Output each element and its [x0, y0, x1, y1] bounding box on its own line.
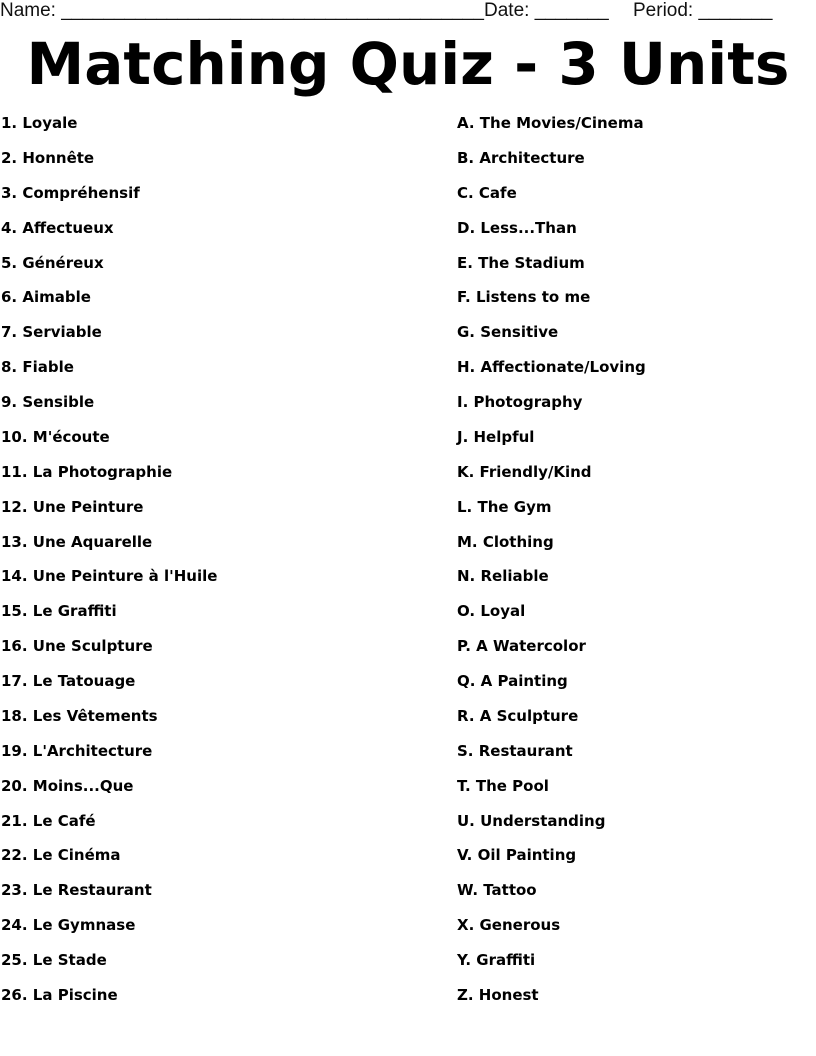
definition-item: S. Restaurant	[457, 741, 573, 760]
definition-item: M. Clothing	[457, 532, 554, 551]
definition-item: U. Understanding	[457, 811, 606, 830]
definition-item: A. The Movies/Cinema	[457, 114, 644, 132]
terms-list	[1, 112, 421, 1019]
definition-item: L. The Gym	[457, 497, 552, 516]
term-item: 10. M'écoute	[1, 427, 110, 446]
term-item: 11. La Photographie	[1, 462, 173, 481]
header-fields	[0, 0, 816, 24]
name-field[interactable]: Name: ________________________________________	[0, 0, 484, 21]
term-item: 18. Les Vêtements	[1, 706, 158, 725]
definition-item: H. Affectionate/Loving	[457, 358, 646, 377]
term-item: 1. Loyale	[1, 114, 78, 132]
term-item: 25. Le Stade	[1, 951, 107, 969]
definition-item: C. Cafe	[457, 183, 517, 202]
term-item: 14. Une Peinture à l'Huile	[1, 567, 218, 586]
definition-item: K. Friendly/Kind	[457, 462, 592, 481]
definition-item: J. Helpful	[457, 427, 535, 446]
definition-item: T. The Pool	[457, 776, 549, 795]
term-item: 6. Aimable	[1, 288, 91, 307]
term-item: 12. Une Peinture	[1, 497, 144, 516]
definition-item: Z. Honest	[457, 985, 539, 1004]
term-item: 2. Honnête	[1, 148, 95, 167]
term-item: 21. Le Café	[1, 811, 96, 830]
definition-item: P. A Watercolor	[457, 637, 586, 656]
definition-item: W. Tattoo	[457, 881, 537, 900]
term-item: 22. Le Cinéma	[1, 846, 121, 865]
term-item: 23. Le Restaurant	[1, 881, 152, 900]
term-item: 20. Moins...Que	[1, 776, 134, 795]
definition-item: V. Oil Painting	[457, 846, 577, 865]
term-item: 26. La Piscine	[1, 985, 118, 1004]
period-field[interactable]: Period: _______	[633, 0, 773, 21]
term-item: 5. Généreux	[1, 253, 104, 272]
term-item: 15. Le Graffiti	[1, 602, 117, 621]
definition-item: Q. A Painting	[457, 672, 568, 690]
definition-item: I. Photography	[457, 393, 583, 411]
term-item: 16. Une Sculpture	[1, 637, 153, 656]
term-item: 7. Serviable	[1, 323, 102, 342]
definition-item: F. Listens to me	[457, 288, 591, 307]
page-title: Matching Quiz - 3 Units	[26, 30, 790, 98]
definition-item: G. Sensitive	[457, 323, 559, 342]
definition-item: O. Loyal	[457, 602, 526, 621]
term-item: 24. Le Gymnase	[1, 916, 136, 935]
term-item: 13. Une Aquarelle	[1, 532, 153, 551]
term-item: 17. Le Tatouage	[1, 672, 136, 690]
definitions-list	[457, 112, 815, 1019]
date-field[interactable]: Date: _______	[484, 0, 609, 21]
term-item: 19. L'Architecture	[1, 741, 153, 760]
definition-item: E. The Stadium	[457, 253, 585, 272]
definition-item: X. Generous	[457, 916, 561, 935]
term-item: 9. Sensible	[1, 393, 95, 411]
definition-item: R. A Sculpture	[457, 706, 579, 725]
definition-item: B. Architecture	[457, 148, 585, 167]
term-item: 3. Compréhensif	[1, 183, 140, 202]
definition-item: D. Less...Than	[457, 218, 577, 237]
definition-item: Y. Graffiti	[457, 951, 536, 969]
definition-item: N. Reliable	[457, 567, 549, 586]
term-item: 4. Affectueux	[1, 218, 114, 237]
term-item: 8. Fiable	[1, 358, 74, 377]
